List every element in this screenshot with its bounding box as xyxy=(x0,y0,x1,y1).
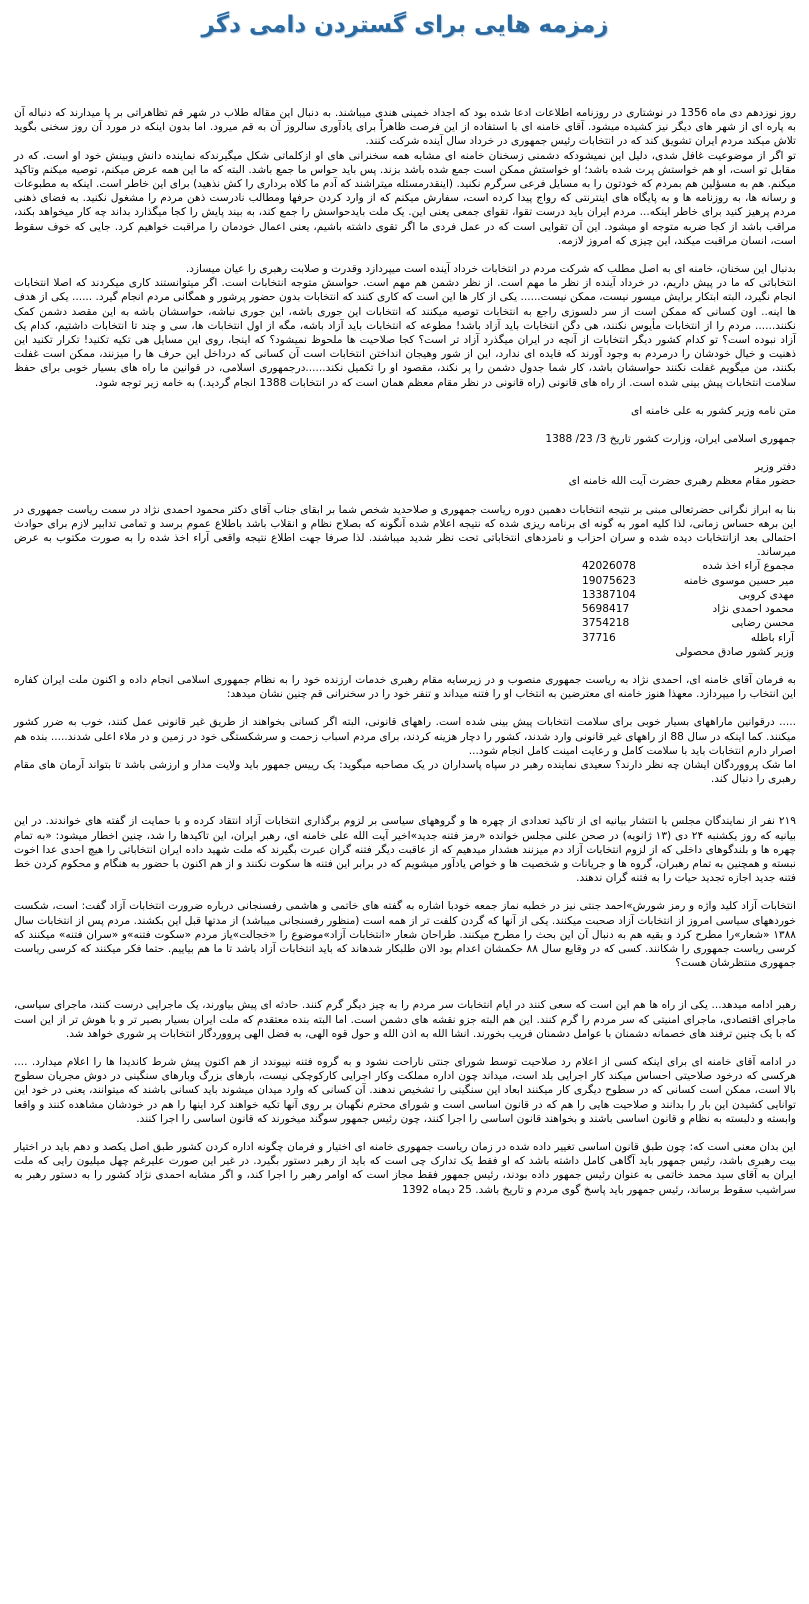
vote-label: میر حسین موسوی خامنه xyxy=(683,574,794,587)
vote-label: محمود احمدی نژاد xyxy=(712,603,794,616)
spacer xyxy=(14,885,796,899)
spacer xyxy=(14,390,796,404)
vote-count: 13387104 xyxy=(582,588,636,601)
letter-body: بنا به ابراز نگرانی حضرتعالی مبنی بر نتیجه انتخابات دهمین دوره ریاست جمهوری و صلاحدید شخص شما بر ابقای جناب آقای دکتر محمود احمدی نژاد در سمت ریاست جمهوری در این برهه حساس زمانی، لذا کلیه امور به گونه ای برنامه ریزی شده که نتیجه اعلام شده آنگونه که بصلاح نظام و انقلاب باشد باطلاع عموم برسد و تمامی تدابیر لازم برای حوادث احتمالی بعد ازانتخابات دیده شده و سران احزاب و نامزدهای انتخاباتی تحت نظر شدید میباشند. لذا صرفا جهت اطلاع نتیجه واقعی آراء اخذ شده را به صورت مکتوب به عرض میرساند. xyxy=(14,503,796,559)
paragraph-leader-continues: رهبر ادامه میدهد... یکی از راه ها هم این است که سعی کنند در ایام انتخابات سر مردم را به چیز دیگر گرم کنند. حادثه ای پیش بیاورند، یک ماجرایی درست کنند، ماجرای سیاسی، ماجرای اقتصادی، ماجرای امنیتی که سر مردم را گرم کنند. این هم البته جزو نقشه های دشمن است. اما البته بنده معتقدم که ملت ایران بسیار بصیر تر و با هوش تر از این است که با یک چنین ترفند های خصمانه دشمنان با عوامل دشمنان فریب بخورند. انشا الله به اذن الله و حول قوه الهی، به فضل الهی پرووردگار انتخابات پر شوری خواهد شد. xyxy=(14,999,796,1040)
vote-row xyxy=(14,631,796,645)
paragraph-candidates: در ادامه آقای خامنه ای برای اینکه کسی از اعلام رد صلاحیت توسط شورای جنتی ناراحت نشود و به گروه فتنه نپیوندد از هم اکنون پیش شرط کاندیدا ها را اعلام میدارد. .... هرکسی که درخود صلاحیتی احساس میکند کار اجرایی بلد است، میداند چون اداره مملکت وکار اجرایی کارکوچکی نیست، بارهای بزرگ وبارهای سنگینی در دوش مجریان سطوح بالا است، ممکن است کسانی که در سطوح دیگری کار میکنند ابعاد این سنگینی را تشخیص ندهند. آن کسانی که وارد میدان میشوند باید کسانی باشند که میتوانند، یعنی در خود این توانایی کشیدن این بار را بدانند و صلاحیت هایی را هم که در قانون اساسی است و شورای محترم نگهبان بر روی آنها تکیه خواهند کرد اینها را هم در خودشان مشاهده کنند و واقعا وابسته و دلبسته به نظام و قانون اساسی باشند و بخواهند قانون اساسی را اجرا کنند، چون رئیس جمهور سوگند میخورند که قانون اساسی را اجرا کنند. xyxy=(14,1055,796,1125)
vote-results-list xyxy=(14,559,796,644)
paragraph-parliament: ۲۱۹ نفر از نمایندگان مجلس با انتشار بیانیه ای از تاکید تعدادی از چهره ها و گروههای سیاسی بر لزوم برگذاری انتخابات آزاد انتقاد کرده و با حمایت از گفته های خواندند. در این بیانیه که روز یکشنبه ۲۴ دی (۱۳ ژانویه) در صحن علنی مجلس خوانده «رمز فتنه جدید»اخیر آیت الله علی خامنه ای، رهبر ایران، این تاکیدها را شد، چنین اخطار میشود: «به تمام چهره ها و بلندگوهای داخلی که از لزوم انتخابات آزاد دم میزنند هشدار میدهیم که از عاقبت دیگر فتنه گران عبرت بگیرند که ملت شهید داده ایران انتخاباتی را هیچ احدی عدا اخوت نبسته و همچنین به تمام رهبران، گروه ها و جریانات و شخصیت ها و خواص یادآور میشویم که در برابر این فتنه ها سکوت نکنند و از هم اکنون با حضور به هنگام و محکوم کردن خط فتنه جدید اجازه تجدید حیات را به فتنه گران ندهند. xyxy=(14,815,796,885)
spacer xyxy=(14,489,796,503)
vote-count: 19075623 xyxy=(582,574,636,587)
spacer xyxy=(14,1126,796,1140)
spacer xyxy=(14,248,796,262)
letter-date: جمهوری اسلامی ایران، وزارت کشور تاریخ 3/ 23/ 1388 xyxy=(545,433,796,446)
vote-label: مجموع آراء اخذ شده xyxy=(702,560,794,573)
vote-count: 3754218 xyxy=(582,617,630,630)
vote-row xyxy=(14,616,796,630)
paragraph-election: بدنبال این سخنان، خامنه ای به اصل مطلب که شرکت مردم در انتخابات خرداد آینده است میپردازد وقدرت و صلابت رهبری را عیان میسازد. انتخاباتی که ما در پیش داریم، در خرداد آینده از نظر ما مهم است. از نظر دشمن هم مهم است. حواسش متوجه انتخابات است. اگر میتوانستند کاری میکردند که اصلا انتخابات انجام نگیرد، البته ابتکار برایش میسور نیست، ممکن نیست...... یکی از کار ها این است که کاری کنند که انتخابات بدون حضور پرشور و همگانی مردم انجام گیرد. ...... یکی از هدف ها اینه.. اون کسانی که ممکن است از سر دلسوزی راجع به انتخابات توصیه میکنند که انتخابات این جوری باشه، این جوری نباشه، حواسشان باشه به این مقصد دشمن کمک نکنند...... مردم را از انتخابات مأیوس نکنند، هی دگن انتخابات باید آزاد باشد! مطوعه که انتخابات باید آزاد باشه، مگه از اول انتخابات ها، سی و چند تا انتخابات داشتیم، کدام یک آزاد نبوده است؟ تو کدام کشور دیگر انتخابات از آنچه در ایران میگذرد آزاد تر است؟ کجا صلاحیت ها ملحوظ نمیشود؟ که اینجا، روی این مسایل هی تکیه تکنید! تکرار تکنید این ذهنیت و خیال خودشان را درمردم به وجود آورند که فایده ای ندارد، این از شور وهیجان انداختن انتخابات است آن کسانی که درداخل این حرف ها را میزنند، ممکن است غفلت بکنند، من میگویم غفلت نکنند حواسشان باشد، کار شما جدول دشمن را پر نکند، مقصود او را تکمیل نکند......درجمهوری اسلامی، در قوانین ما راه های بسیار خوبی برای حفظ سلامت انتخابات پیش بینی شده است. از راه های قانونی (راه قانونی در نظر مقام معظم همان است که در انتخابات 1388 انجام گردید.) به خامه زیر توجه شود. xyxy=(14,263,796,389)
paragraph-conclusion: این بدان معنی است که: چون طبق قانون اساسی تغییر داده شده در زمان ریاست جمهوری خامنه ای اختیار و فرمان چگونه اداره کردن کشور طبق اصل یکصد و دهم باید در اختیار بیت رهبری باشد، رئیس جمهور باید آگاهی کامل داشته باشد که او فقط یک تدارک چی است که باید از رهبر دستور بگیرد. در غیر این صورت علیرغم چهل میلیون رایی که ملت ایران به آقای سید محمد خاتمی به عنوان رئیس جمهور داده بودند، رئیس جمهور فقط مجاز است که اوامر رهبر را اجرا کند، و اگر مشابه احمدی نژاد کشور را به دستور رهبر به سراشیب سقوط برساند، رئیس جمهور باید پاسخ گوی مردم و تاریخ باشد. 25 دیماه 1392 xyxy=(14,1140,796,1196)
spacer xyxy=(14,1041,796,1055)
document-page xyxy=(14,8,796,1598)
paragraph-free-elections: انتخابات آزاد کلید واژه و رمز شورش»احمد جنتی نیز در خطبه نماز جمعه خودبا اشاره به گفته های خاتمی و هاشمی رفسنجانی درباره ضرورت انتخابات آزاد گفت: است، شکست خوردههای سیاسی امروز از انتخابات آزاد صحبت میکنند. یکی از آنها که گردن کلفت تر از همه است (منظور رفسنجانی میباشد) از مدتها قبل این بکشند. مردم پس از انتخابات سال ۱۳۸۸ «شعار»را مطرح کرد و بقیه هم به دنبال آن این بحث را مطرح میکنند. طراحان شعار «انتخابات آزاد»موضوع را «خجالت»یاز مردم «سکوت فتنه»و «سران فتنه» میکنند که کرسی ریاست جمهوری را شکانند. کسی که در وقایع سال ۸۸ حکمشان اعدام بود الان طلبکار شدهاند که باید انتخابات آزاد باشد تا ما هم بیاییم. حتما فکر میکنند که کرسی ریاست جمهوری منتظرشان هست؟ xyxy=(14,900,797,970)
spacer xyxy=(14,786,796,814)
vote-label: محسن رضایی xyxy=(731,617,794,630)
spacer xyxy=(14,446,796,460)
spacer xyxy=(14,659,796,673)
letter-recipient: حضور مقام معظم رهبری حضرت آیت الله خامنه ای xyxy=(568,475,796,488)
vote-row xyxy=(14,559,796,573)
vote-label: آراء باطله xyxy=(750,631,794,644)
vote-row xyxy=(14,588,796,602)
vote-count: 37716 xyxy=(582,631,616,644)
page-title: زمزمه هایی برای گستردن دامی دگر xyxy=(201,12,609,38)
paragraph-legal-ways: ..... درقوانین ماراههای بسیار خوبی برای سلامت انتخابات پیش بینی شده است. راههای قانونی، البته اگر کسانی بخواهند از طریق غیر قانونی عمل کنند، خوب به ضرر کشور میکنند. کما اینکه در سال 88 از راههای غیر قانونی وارد شدند، کشور را دچار هزینه کردند، برای مردم اسباب زحمت و سرشکستگی خود در زمین و در ملاء اعلی شدند..... بنده هم اصرار دارم انتخابات باید با سلامت کامل و رعایت امینت کامل انجام شود... اما شک پرووردگان ایشان چه نظر دارند؟ سعیدی نماینده رهبر در سپاه پاسداران در یک مصاحبه میگوید: یک رییس جمهور باید ولایت مدار و ارزشی باشد تا بتواند آرمان های مقام رهبری را دنبال کند. xyxy=(14,716,797,786)
letter-heading: متن نامه وزیر کشور به علی خامنه ای xyxy=(631,404,796,417)
vote-count: 42026078 xyxy=(582,560,636,573)
letter-signature: وزیر کشور صادق محصولی xyxy=(675,645,794,658)
vote-count: 5698417 xyxy=(582,603,630,616)
paragraph-intro: روز نوزدهم دی ماه 1356 در نوشتاری در روزنامه اطلاعات ادعا شده بود که اجداد خمینی هندی میباشند. به دنبال این مقاله طلاب در شهر قم تظاهراتی بر پا میدارند که دنباله آن به پاره ای از شهر های دیگر نیز کشیده میشود. آقای خامنه ای با استفاده از این فرصت ظاهراً برای یادآوری سالروز آن به قم میرود. اما بدون اینکه در مورد آن روز سخنی بگوید تلاش میکند مردم ایران تشویق کند که در انتخابات رئیس جمهوری در خرداد سال آینده شرکت کنند. تو اگر از موضوعیت غافل شدی، دلیل این نمیشودکه دشمنی زسخنان خامنه ای مشابه همه سخنرانی های او ازکلماتی شکل میگیرندکه نماینده دانش وبینش خود او است. که در مقابل تو است، او هم خواستش پرت شده باشد؛ او خواستش ممکن است جمع شده باشد بزند. پس باید حواس ما جمع باشد. البته که ما این همه عرض میکنم، توصیه میکنم وتاکید میکنم. هم به مسؤلین هم بمردم که خودتون را به مسایل فرعی سرگرم نکنید. (اینقدرمسئله میتراشند که آدم ما کلاه برداری را کش نذهید) برای این خاطر است. اینکه به مطبوعات و رسانه ها، به روزنامه ها و به پایگاه های اینترنتی که رواج پیدا کرده است، سفارش میکنم که از وارد کردن حرفها ومطالب نادرست ذهن مردم را مشغول نکنید. به فضای ذهنی مردم پرهیز کنید برای خاطر اینکه... مردم ایران باید درست تقوا، تقوای جمعی یعنی این. یک ملت بایدحواسش را جمع کند، به بیند پایش را کجا میگذارد بداند چه کار میخواهد بکند، مراقب باشد از کجا ضربه متوجه او میشود. این آن تقوایی است که در عمل فردی ما اگر تقوی داشته باشیم، یعنی اعمال خودمان را مراقبت خواهیم کرد. جایی که خوف سقوط است، انسان مراقبت میکند، این چیزی که امروز لازمه. xyxy=(14,107,796,247)
vote-row xyxy=(14,602,796,616)
spacer xyxy=(14,970,796,998)
spacer xyxy=(14,701,796,715)
paragraph-appointment: به فرمان آقای خامنه ای، احمدی نژاد به ریاست جمهوری منصوب و در زیرسایه مقام رهبری خدمات ارزنده خود را به نظام جمهوری اسلامی انجام داده و اکنون ملت ایران کفاره این انتخاب را میپردازد. معهذا هنوز خامنه ای معترضین به انتخاب او را فتنه میداند و تنفر خود را در سخنرانی قم چنین نشان میدهد: xyxy=(14,673,796,701)
vote-row xyxy=(14,574,796,588)
vote-label: مهدی کروبی xyxy=(738,588,794,601)
letter-office: دفتر وزیر xyxy=(754,461,796,474)
spacer xyxy=(14,418,796,432)
